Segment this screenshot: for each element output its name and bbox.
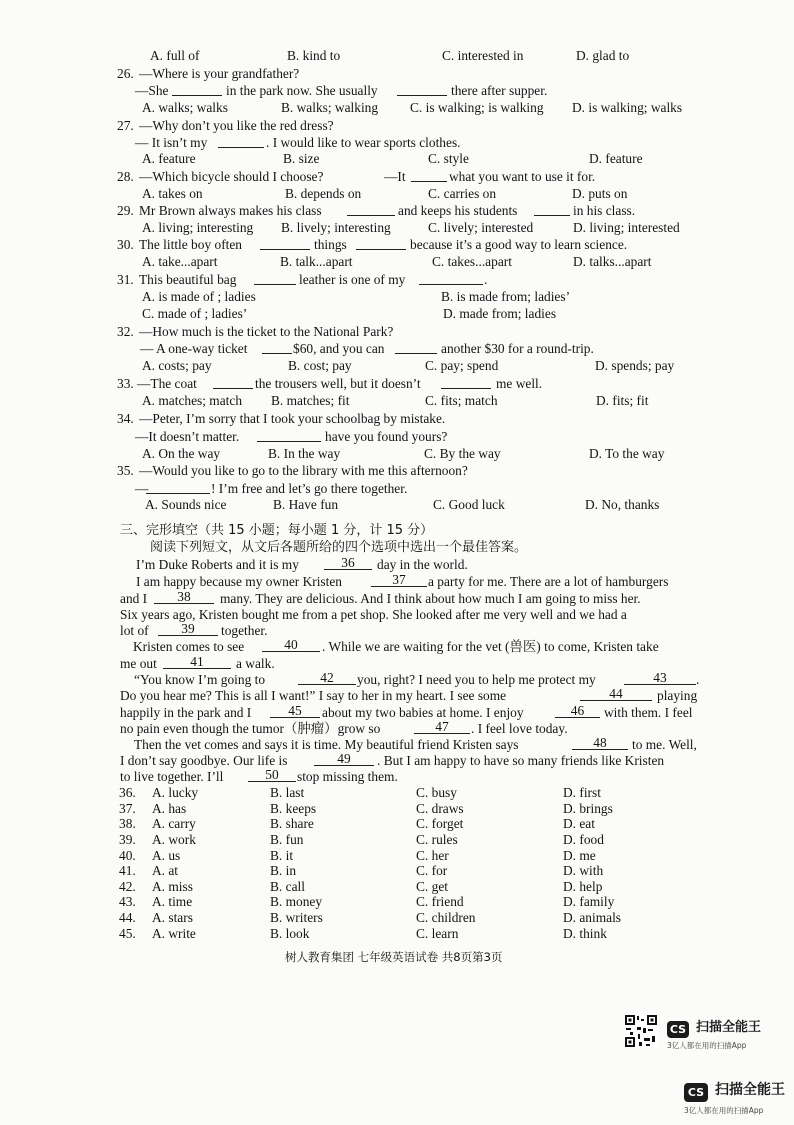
blank-number: 48	[593, 735, 607, 750]
option-c: C. get	[416, 879, 448, 894]
question-text: —Would you like to go to the library with me this afternoon?	[139, 463, 468, 478]
cloze-blank-46	[555, 704, 600, 718]
question-28-options	[0, 185, 794, 203]
option-c: C. fits; match	[425, 393, 498, 408]
blank-number: 37	[392, 572, 406, 587]
question-32-line2	[0, 340, 794, 358]
option-d: D. me	[563, 848, 596, 863]
option-b: B. call	[270, 879, 305, 894]
text: . While we are waiting for the vet (兽医) to come, Kristen take	[322, 639, 659, 654]
text: Six years ago, Kristen bought me from a pet shop. She looked after me very well and we had a	[120, 607, 627, 622]
option-b: B. kind to	[287, 48, 341, 63]
cloze-option-row	[0, 925, 794, 943]
text: .	[484, 272, 488, 287]
section-3-instruction	[0, 539, 794, 557]
option-c: C. draws	[416, 801, 464, 816]
text: another $30 for a round-trip.	[441, 341, 594, 356]
option-d: D. first	[563, 785, 601, 800]
blank-number: 41	[190, 654, 204, 669]
question-32-options	[0, 357, 794, 375]
option-b: B. size	[283, 151, 320, 166]
text: — It isn’t my	[135, 135, 208, 150]
option-d: D. family	[563, 894, 615, 909]
question-number: 31.	[117, 272, 134, 287]
option-number: 40.	[119, 848, 136, 863]
scanner-watermark-bottom	[684, 1079, 785, 1116]
question-26-line2	[0, 82, 794, 100]
question-34-stem	[0, 410, 794, 428]
option-d: D. help	[563, 879, 603, 894]
option-a: A. write	[152, 926, 196, 941]
option-number: 45.	[119, 926, 136, 941]
option-b: B. look	[270, 926, 310, 941]
option-b: B. Have fun	[273, 497, 339, 512]
blank-number: 50	[265, 767, 279, 782]
option-b: B. In the way	[268, 446, 341, 461]
text: —It doesn’t matter.	[135, 429, 240, 444]
option-number: 38.	[119, 816, 136, 831]
answer-blank	[347, 202, 395, 216]
option-c: C. for	[416, 863, 448, 878]
text: many. They are delicious. And I think about how much I am going to miss her.	[220, 591, 641, 606]
option-a: A. carry	[152, 816, 196, 831]
option-c: C. is walking; is walking	[410, 100, 544, 115]
passage-line	[0, 687, 794, 705]
option-number: 37.	[119, 801, 136, 816]
option-a: A. miss	[152, 879, 193, 894]
option-b: B. talk...apart	[280, 254, 353, 269]
text: I am happy because my owner Kristen	[136, 574, 342, 589]
text: lot of	[120, 623, 149, 638]
question-number: 34.	[117, 411, 134, 426]
option-a: A. living; interesting	[142, 220, 254, 235]
cloze-blank-44	[580, 687, 652, 701]
option-b: B. it	[270, 848, 294, 863]
answer-blank	[356, 236, 406, 250]
text: me out	[120, 656, 157, 671]
question-35-options	[0, 496, 794, 514]
text: This beautiful bag	[139, 272, 237, 287]
option-a: A. On the way	[142, 446, 221, 461]
option-d: D. food	[563, 832, 604, 847]
text: 阅读下列短文，从文后各题所给的四个选项中选出一个最佳答案。	[150, 540, 528, 555]
text: things	[314, 237, 347, 252]
answer-blank	[172, 82, 222, 96]
cloze-blank-37	[371, 573, 427, 587]
question-text: —How much is the ticket to the National Park?	[139, 324, 394, 339]
question-26-stem	[0, 65, 794, 83]
option-b: B. walks; walking	[281, 100, 379, 115]
option-c: C. carries on	[428, 186, 497, 201]
question-35-stem	[0, 462, 794, 480]
text: playing	[657, 688, 698, 703]
text: a party for me. There are a lot of hamburgers	[428, 574, 669, 589]
text: . I would like to wear sports clothes.	[266, 135, 461, 150]
cs-logo-icon: CS	[667, 1021, 689, 1038]
question-29-stem	[0, 202, 794, 220]
option-d: D. is walking; walks	[572, 100, 683, 115]
answer-blank	[411, 168, 447, 182]
text: .	[696, 672, 700, 687]
blank-number: 36	[341, 555, 355, 570]
answer-blank	[419, 271, 483, 285]
option-a: A. takes on	[142, 186, 203, 201]
text: . I feel love today.	[471, 721, 568, 736]
text: there after supper.	[451, 83, 548, 98]
text: together.	[221, 623, 268, 638]
option-b: B. in	[270, 863, 297, 878]
section-3-heading	[0, 522, 794, 540]
text: . But I am happy to have so many friends like Kristen	[377, 753, 665, 768]
text: —	[135, 481, 149, 496]
option-d: D. eat	[563, 816, 595, 831]
text: me well.	[496, 376, 543, 391]
answer-blank	[441, 375, 491, 389]
cloze-blank-45	[270, 704, 320, 718]
text: to me. Well,	[632, 737, 697, 752]
question-29-options	[0, 219, 794, 237]
blank-number: 44	[609, 686, 623, 701]
cloze-blank-50	[248, 768, 296, 782]
text: The little boy often	[139, 237, 243, 252]
question-30-stem	[0, 236, 794, 254]
option-number: 39.	[119, 832, 136, 847]
option-c: C. lively; interested	[428, 220, 534, 235]
option-b: B. last	[270, 785, 305, 800]
cloze-blank-48	[572, 736, 628, 750]
cloze-blank-38	[154, 590, 214, 604]
question-text: —Why don’t you like the red dress?	[139, 118, 334, 133]
blank-number: 39	[181, 621, 195, 636]
text: —The coat	[137, 376, 197, 391]
question-text: —Where is your grandfather?	[139, 66, 300, 81]
question-31-stem	[0, 271, 794, 289]
text: with them. I feel	[604, 705, 693, 720]
scanner-tagline: 3亿人都在用的扫描App	[684, 1106, 764, 1115]
option-b: B. share	[270, 816, 314, 831]
question-27-options	[0, 150, 794, 168]
option-number: 42.	[119, 879, 136, 894]
question-26-options	[0, 99, 794, 117]
option-a: A. feature	[142, 151, 196, 166]
question-number: 32.	[117, 324, 134, 339]
cloze-blank-47	[414, 720, 470, 734]
option-a: A. is made of ; ladies	[142, 289, 256, 304]
answer-blank	[257, 428, 321, 442]
option-d: D. To the way	[589, 446, 665, 461]
answer-blank	[213, 375, 253, 389]
option-c: C. made of ; ladies’	[142, 306, 248, 321]
option-d: D. feature	[589, 151, 643, 166]
option-a: A. work	[152, 832, 196, 847]
option-c: C. her	[416, 848, 449, 863]
option-a: A. stars	[152, 910, 193, 925]
option-d: D. puts on	[572, 186, 628, 201]
scanner-tagline: 3亿人都在用的扫描App	[667, 1041, 747, 1050]
text: — A one-way ticket	[140, 341, 248, 356]
text: I’m Duke Roberts and it is my	[136, 557, 299, 572]
question-27-stem	[0, 117, 794, 135]
text: you, right? I need you to help me protect my	[357, 672, 596, 687]
text: what you want to use it for.	[449, 169, 596, 184]
text: stop missing them.	[297, 769, 398, 784]
text: Kristen comes to see	[133, 639, 245, 654]
cs-logo-icon: CS	[684, 1083, 708, 1102]
answer-blank	[254, 271, 296, 285]
text: day in the world.	[377, 557, 468, 572]
option-number: 43.	[119, 894, 136, 909]
text: because it’s a good way to learn science.	[410, 237, 628, 252]
text: Mr Brown always makes his class	[139, 203, 322, 218]
text: in the park now. She usually	[226, 83, 378, 98]
question-32-stem	[0, 323, 794, 341]
option-a: A. take...apart	[142, 254, 218, 269]
text: Then the vet comes and says it is time. My beautiful friend Kristen says	[134, 737, 519, 752]
question-33-options	[0, 392, 794, 410]
option-c: C. pay; spend	[425, 358, 499, 373]
text: ! I’m free and let’s go there together.	[211, 481, 408, 496]
option-a: A. matches; match	[142, 393, 243, 408]
option-a: A. us	[152, 848, 181, 863]
option-c: C. By the way	[424, 446, 501, 461]
page-footer	[0, 948, 794, 966]
question-number: 26.	[117, 66, 134, 81]
question-number: 35.	[117, 463, 134, 478]
answer-blank	[534, 202, 570, 216]
option-b: B. writers	[270, 910, 323, 925]
option-number: 44.	[119, 910, 136, 925]
text: 树人教育集团 七年级英语试卷 共8页第3页	[285, 950, 503, 964]
option-c: C. forget	[416, 816, 464, 831]
text: about my two babies at home. I enjoy	[322, 705, 524, 720]
option-d: D. think	[563, 926, 607, 941]
text: no pain even though the tumor（肿瘤）grow so	[120, 721, 381, 736]
text: have you found yours?	[325, 429, 448, 444]
text: the trousers well, but it doesn’t	[255, 376, 421, 391]
option-a: A. time	[152, 894, 193, 909]
text: to live together. I’ll	[120, 769, 224, 784]
option-d: D. No, thanks	[585, 497, 660, 512]
option-d: D. talks...apart	[573, 254, 652, 269]
scanner-app-name: 扫描全能王	[696, 1020, 762, 1035]
blank-number: 45	[288, 703, 302, 718]
blank-number: 46	[570, 703, 585, 718]
cloze-blank-41	[163, 655, 231, 669]
option-c: C. Good luck	[433, 497, 505, 512]
question-number: 28.	[117, 169, 134, 184]
answer-blank	[397, 82, 447, 96]
option-number: 41.	[119, 863, 136, 878]
cloze-blank-42	[298, 671, 356, 685]
question-text: —Peter, I’m sorry that I took your schoolbag by mistake.	[139, 411, 446, 426]
option-c: C. friend	[416, 894, 464, 909]
question-text: —Which bicycle should I choose?	[139, 169, 324, 184]
option-number: 36.	[119, 785, 136, 800]
option-d: D. fits; fit	[596, 393, 649, 408]
option-b: B. matches; fit	[271, 393, 350, 408]
option-a: A. full of	[150, 48, 200, 63]
text: Do you hear me? This is all I want!” I say to her in my heart. I see some	[120, 688, 507, 703]
qr-code-icon	[624, 1014, 658, 1048]
cloze-blank-36	[324, 556, 372, 570]
option-c: C. rules	[416, 832, 458, 847]
question-30-options	[0, 253, 794, 271]
question-number: 33.	[117, 376, 134, 391]
question-34-line2	[0, 428, 794, 446]
blank-number: 40	[284, 637, 298, 652]
text: and keeps his students	[398, 203, 518, 218]
answer-blank	[146, 480, 210, 494]
text: $60, and you can	[293, 341, 385, 356]
option-b: B. keeps	[270, 801, 317, 816]
option-b: B. depends on	[285, 186, 362, 201]
text: —It	[384, 169, 406, 184]
option-c: C. takes...apart	[432, 254, 512, 269]
cloze-blank-40	[262, 638, 320, 652]
option-b: B. money	[270, 894, 323, 909]
text: and I	[120, 591, 148, 606]
scanner-watermark-top	[667, 1016, 761, 1051]
option-a: A. walks; walks	[142, 100, 228, 115]
text: leather is one of my	[299, 272, 406, 287]
text: a walk.	[236, 656, 275, 671]
option-c: C. children	[416, 910, 476, 925]
option-c: C. style	[428, 151, 469, 166]
text: I don’t say goodbye. Our life is	[120, 753, 288, 768]
answer-blank	[260, 236, 310, 250]
question-number: 29.	[117, 203, 134, 218]
option-a: A. at	[152, 863, 179, 878]
cloze-blank-49	[314, 752, 374, 766]
blank-number: 42	[320, 670, 334, 685]
option-a: A. costs; pay	[142, 358, 212, 373]
option-d: D. animals	[563, 910, 622, 925]
top-options-row	[0, 47, 794, 65]
question-number: 30.	[117, 237, 134, 252]
text: in his class.	[573, 203, 636, 218]
blank-number: 38	[177, 589, 191, 604]
option-c: C. busy	[416, 785, 457, 800]
option-c: C. learn	[416, 926, 459, 941]
option-b: B. is made from; ladies’	[441, 289, 571, 304]
blank-number: 43	[653, 670, 667, 685]
cloze-blank-43	[624, 671, 696, 685]
text: —She	[135, 83, 169, 98]
blank-number: 47	[435, 719, 449, 734]
text: happily in the park and I	[120, 705, 252, 720]
scanner-app-name: 扫描全能王	[715, 1082, 785, 1098]
option-d: D. spends; pay	[595, 358, 675, 373]
passage-line	[0, 573, 794, 591]
passage-line	[0, 638, 794, 656]
answer-blank	[262, 340, 292, 354]
question-31-options-row1	[0, 288, 794, 306]
option-d: D. made from; ladies	[443, 306, 557, 321]
option-d: D. with	[563, 863, 604, 878]
option-c: C. interested in	[442, 48, 524, 63]
question-34-options	[0, 445, 794, 463]
option-a: A. has	[152, 801, 187, 816]
option-d: D. living; interested	[573, 220, 680, 235]
option-d: D. glad to	[576, 48, 630, 63]
question-number: 27.	[117, 118, 134, 133]
question-28-stem	[0, 168, 794, 186]
option-b: B. fun	[270, 832, 304, 847]
option-b: B. lively; interesting	[281, 220, 391, 235]
option-a: A. Sounds nice	[145, 497, 227, 512]
option-a: A. lucky	[152, 785, 199, 800]
cloze-blank-39	[158, 622, 218, 636]
blank-number: 49	[337, 751, 351, 766]
option-b: B. cost; pay	[288, 358, 352, 373]
question-31-options-row2	[0, 305, 794, 323]
option-d: D. brings	[563, 801, 613, 816]
question-33-stem	[0, 375, 794, 393]
text: 三、完形填空（共 15 小题；每小题 1 分，计 15 分）	[120, 523, 434, 538]
answer-blank	[395, 340, 437, 354]
text: “You know I’m going to	[134, 672, 266, 687]
answer-blank	[218, 134, 264, 148]
